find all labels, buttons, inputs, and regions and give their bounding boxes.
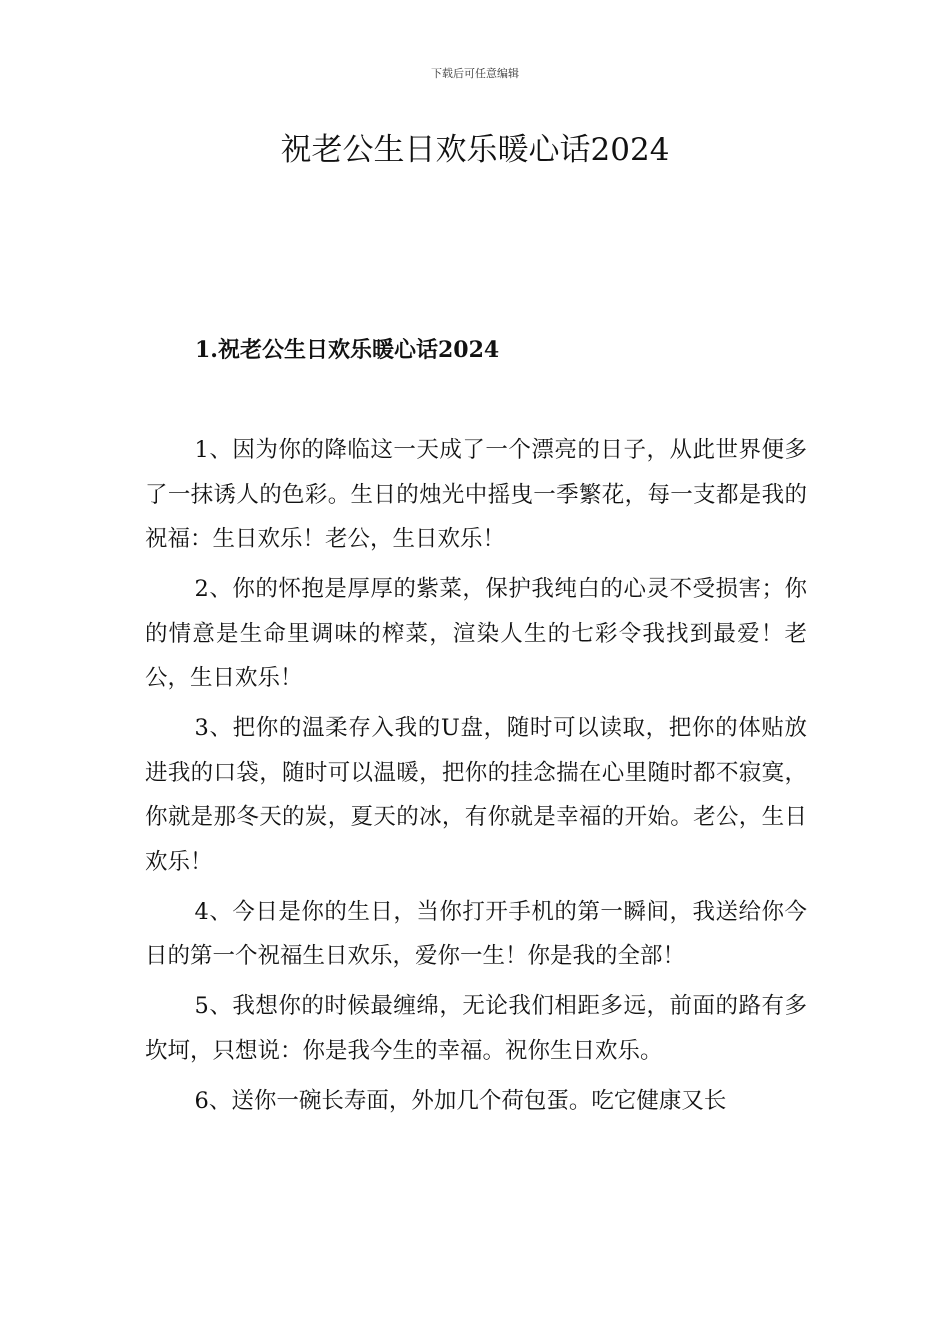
paragraph-2: 2、你的怀抱是厚厚的紫菜，保护我纯白的心灵不受损害；你的情意是生命里调味的榨菜，渲染人生的七彩令我找到最爱！老公，生日欢乐！ (145, 576, 807, 691)
paragraph-1: 1、因为你的降临这一天成了一个漂亮的日子，从此世界便多了一抹诱人的色彩。生日的烛光中摇曳一季繁花，每一支都是我的祝福：生日欢乐！老公，生日欢乐！ (145, 437, 807, 552)
paragraph-4: 4、今日是你的生日，当你打开手机的第一瞬间，我送给你今日的第一个祝福生日欢乐，爱你一生！你是我的全部！ (145, 898, 807, 969)
paragraph-6: 6、送你一碗长寿面，外加几个荷包蛋。吃它健康又长 (194, 1087, 727, 1114)
paragraph-5: 5、我想你的时候最缠绵，无论我们相距多远，前面的路有多坎坷，只想说：你是我今生的幸福。祝你生日欢乐。 (145, 993, 807, 1064)
section-heading: 1.祝老公生日欢乐暖心话2024 (195, 337, 500, 363)
document-body (145, 428, 807, 1129)
document-title: 祝老公生日欢乐暖心话2024 (280, 132, 670, 168)
paragraph-3: 3、把你的温柔存入我的U盘，随时可以读取，把你的体贴放进我的口袋，随时可以温暖，把你的挂念揣在心里随时都不寂寞，你就是那冬天的炭，夏天的冰，有你就是幸福的开始。老公，生日欢乐！ (145, 715, 807, 875)
download-note: 下载后可任意编辑 (431, 67, 519, 80)
